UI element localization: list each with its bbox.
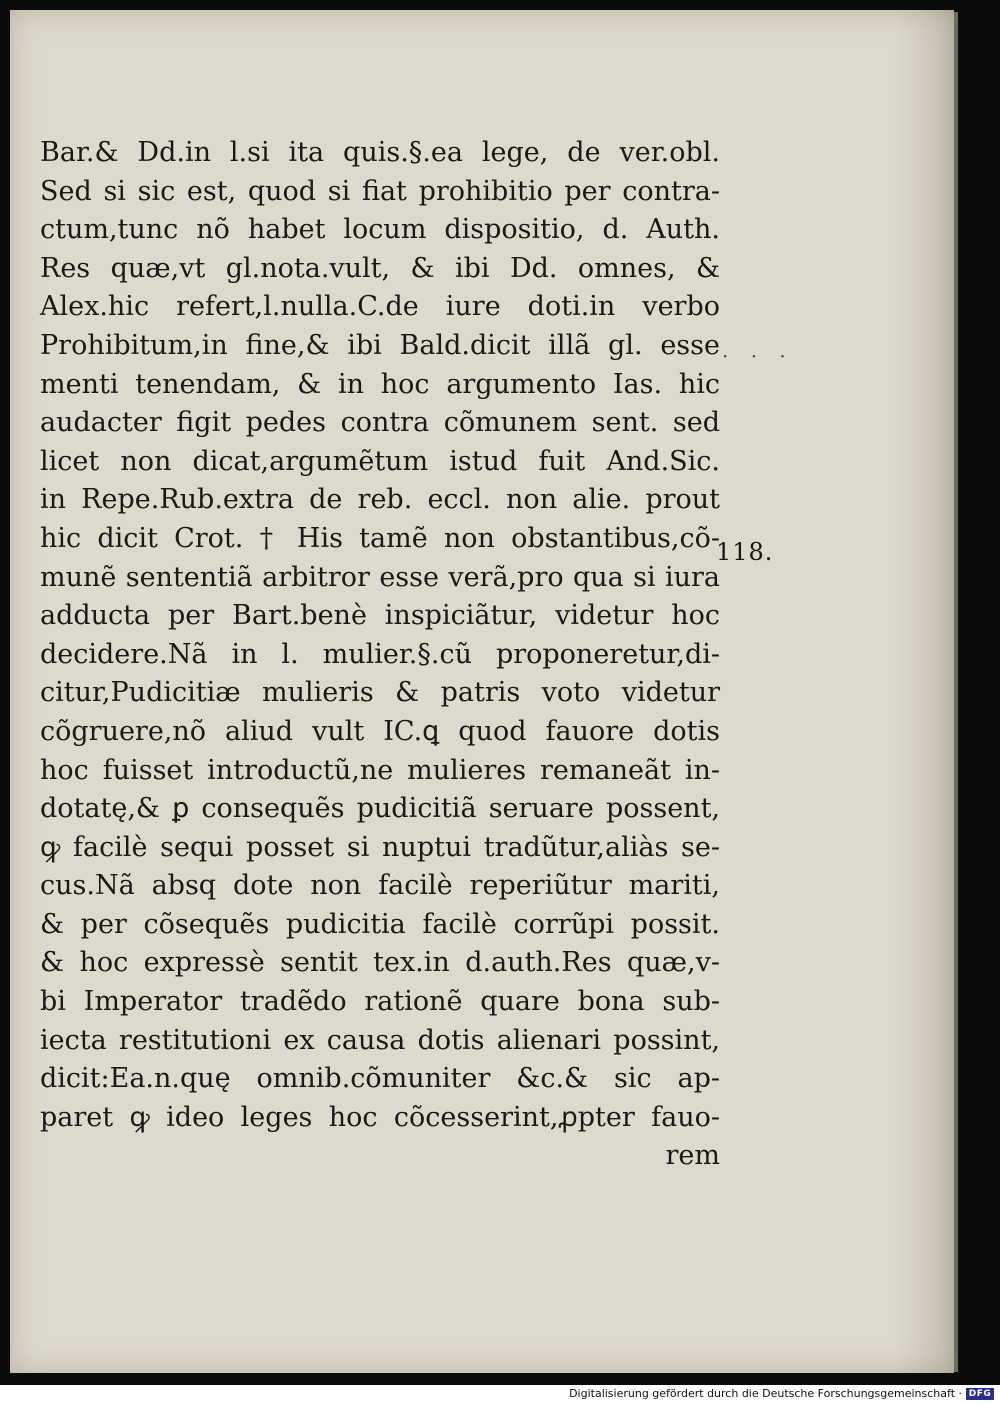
text-line: dotatę,& ꝑ consequẽs pudicitiã seruare possent, [40, 793, 720, 825]
text-line: hic dicit Crot. † His tamẽ non obstantibus,cõ- [40, 522, 720, 554]
dfg-logo: DFG [966, 1388, 994, 1400]
text-line: dicit:Ea.n.quę omnib.cõmuniter &c.& sic ap- [40, 1063, 720, 1095]
body-text [40, 134, 720, 1176]
text-line: licet non dicat,argumẽtum istud fuit And.Sic. [40, 445, 720, 477]
text-line: Sed si sic est, quod si fiat prohibitio per contra- [40, 175, 720, 207]
text-line: & per cõsequẽs pudicitia facilè corrũpi possit. [40, 908, 720, 940]
text-line: citur,Pudicitiæ mulieris & patris voto videtur [40, 677, 720, 709]
text-line: adducta per Bart.benè inspiciãtur, videtur hoc [40, 600, 720, 632]
text-line: cõgruere,nõ aliud vult IC.ꝗ quod fauore dotis [40, 715, 720, 747]
page-edge [954, 12, 958, 1372]
margin-marks: · · · [722, 344, 794, 368]
text-line: iecta restitutioni ex causa dotis alienari possint, [40, 1024, 720, 1056]
text-line: Bar.& Dd.in l.si ita quis.§.ea lege, de ver.obl. [40, 137, 720, 168]
text-line: paret ꝙ ideo leges hoc cõcesserint,ꝓpter fauo- [40, 1101, 720, 1133]
text-line: & hoc expressè sentit tex.in d.auth.Res quæ,v- [40, 947, 720, 979]
text-line: cus.Nã absq dote non facilè reperiũtur mariti, [40, 870, 720, 902]
digitization-credit: Digitalisierung gefördert durch die Deutsche Forschungsgemeinschaft · [569, 1387, 962, 1400]
text-line: Res quæ,vt gl.nota.vult, & ibi Dd. omnes, & [40, 252, 720, 284]
text-line: munẽ sententiã arbitror esse verã,pro qua si iura [40, 561, 720, 593]
text-line: bi Imperator tradẽdo rationẽ quare bona sub- [40, 986, 720, 1018]
text-line: menti tenendam, & in hoc argumento Ias. hic [40, 368, 720, 400]
text-line: hoc fuisset introductũ,ne mulieres remaneãt in- [40, 754, 720, 786]
text-line: Alex.hic refert,l.nulla.C.de iure doti.in verbo [40, 291, 720, 323]
text-line: rem [665, 1140, 720, 1172]
text-line: decidere.Nã in l. mulier.§.cũ proponeretur,di- [40, 638, 720, 670]
text-line: ꝙ facilè sequi posset si nuptui tradũtur,aliàs se- [40, 831, 720, 863]
margin-folio-number: 118. [716, 538, 774, 566]
text-line: audacter figit pedes contra cõmunem sent. sed [40, 407, 720, 439]
text-line: ctum,tunc nõ habet locum dispositio, d. Auth. [40, 214, 720, 246]
text-line: in Repe.Rub.extra de reb. eccl. non alie. prout [40, 484, 720, 516]
text-line: Prohibitum,in fine,& ibi Bald.dicit illã gl. esse [40, 329, 720, 361]
